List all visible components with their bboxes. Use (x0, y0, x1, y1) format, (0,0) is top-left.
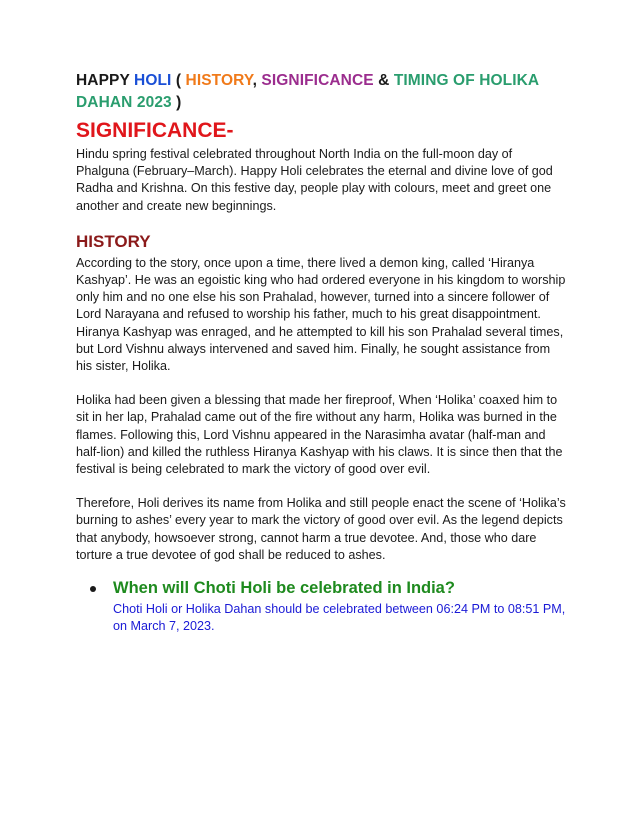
title-open-paren: ( (171, 72, 186, 89)
document-title (76, 70, 566, 114)
history-paragraph-2: Holika had been given a blessing that made her fireproof, When ‘Holika’ coaxed him to sit in her lap, Prahalad came out of the fire without any harm, Holika was burned in the flames. Following this, Lord Vishnu appeared in the Narasimha avatar (half-man and half-lion) and killed the ruthless Hiranya Kashyap with his claws. It is since then that the festival is being celebrated to mark the victory of good over evil. (76, 393, 563, 477)
title-timing: TIMING OF HOLIKA DAHAN 2023 (76, 72, 539, 111)
timing-question: When will Choti Holi be celebrated in India? (113, 579, 455, 598)
timing-bullet (76, 578, 566, 635)
title-history: HISTORY (185, 72, 253, 89)
history-paragraph-3: Therefore, Holi derives its name from Holika and still people enact the scene of ‘Holika’s burning to ashes’ every year to mark the victory of good over evil. As the legend depicts that anybody, howsoever strong, cannot harm a true devotee. And, those who dare torture a true devotee of god shall be reduced to ashes. (76, 496, 566, 562)
title-significance: SIGNIFICANCE (261, 72, 374, 89)
document-page (76, 70, 566, 635)
history-paragraph-1: According to the story, once upon a time, there lived a demon king, called ‘Hiranya Kashyap’. He was an egoistic king who had ordered everyone in his kingdom to worship only him and no one else his son Prahalad, however, turned into a sincere follower of Lord Narayana and refused to worship his father, much to his great disappointment. Hiranya Kashyap was enraged, and he attempted to kill his son Prahalad several times, but Lord Vishnu always intervened and saved him. Finally, he sought assistance from his sister, Holika. (76, 255, 566, 374)
significance-paragraph: Hindu spring festival celebrated throughout North India on the full-moon day of Phalguna (February–March). Happy Holi celebrates the eternal and divine love of god Radha and Krishna. On this festive day, people play with colours, meet and greet one another and create new beginnings. (76, 147, 553, 213)
timing-answer: Choti Holi or Holika Dahan should be celebrated between 06:24 PM to 08:51 PM, on March 7, 2023. (113, 602, 566, 634)
title-close-paren: ) (171, 94, 182, 111)
title-ampersand: & (373, 72, 394, 89)
title-happy: HAPPY (76, 72, 135, 89)
history-heading: HISTORY (76, 231, 151, 251)
title-comma: , (252, 72, 262, 89)
bullet-dot-icon (90, 586, 96, 592)
significance-heading: SIGNIFICANCE- (76, 119, 234, 142)
title-holi: HOLI (134, 72, 172, 89)
